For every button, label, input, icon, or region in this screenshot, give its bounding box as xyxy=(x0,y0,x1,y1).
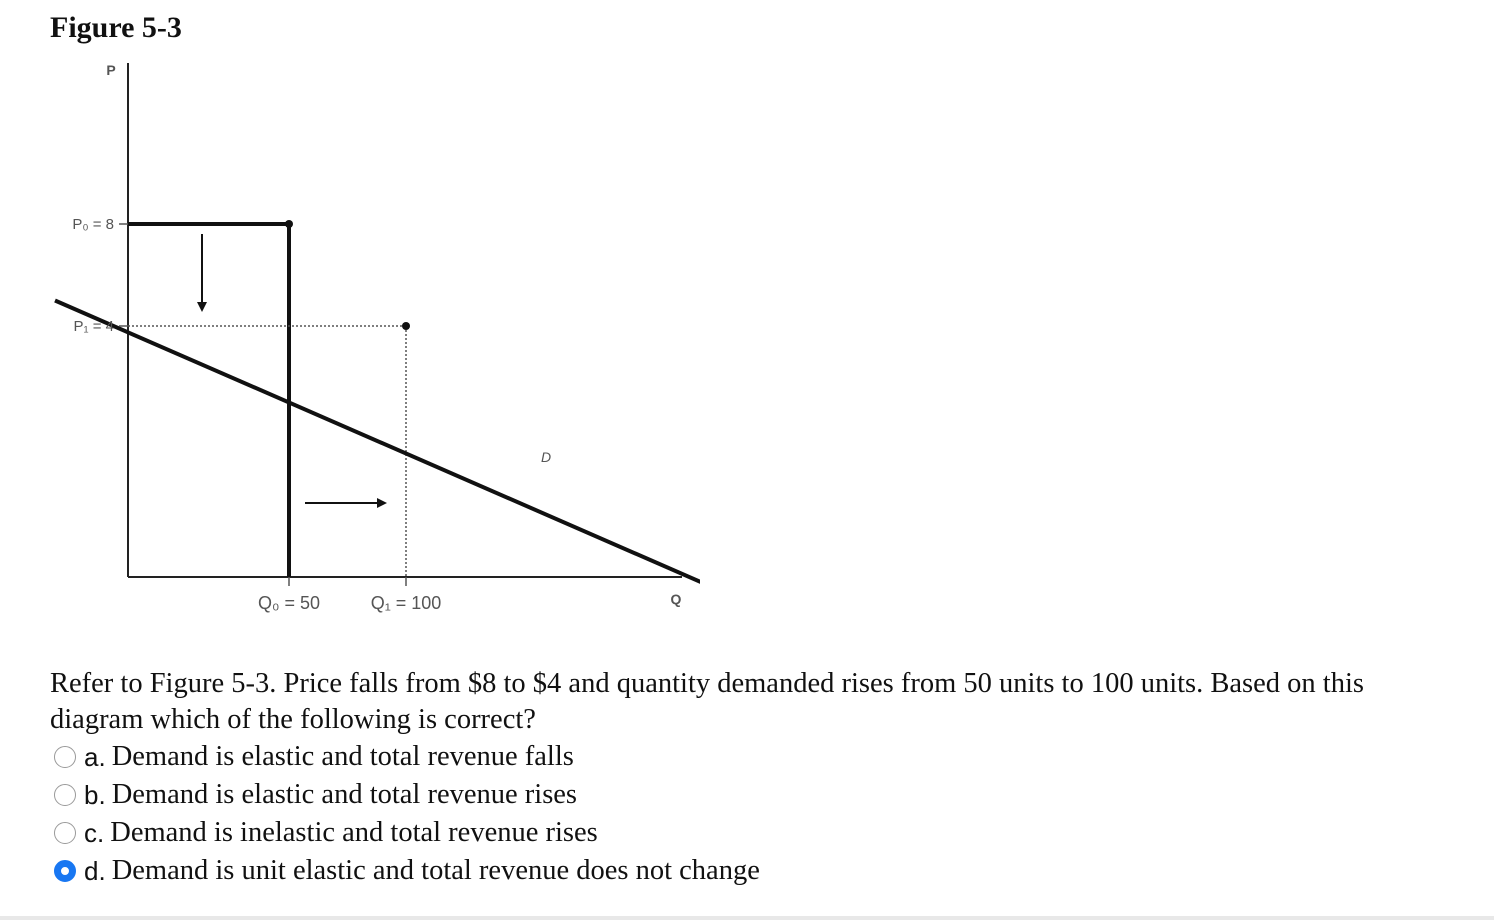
option-b[interactable] xyxy=(54,776,760,814)
demand-chart xyxy=(0,0,700,640)
y-tick-label-p0: P₀ = 8 xyxy=(72,216,114,233)
demand-curve-label: D xyxy=(540,449,552,465)
radio-button-d[interactable] xyxy=(54,860,76,882)
radio-button-c[interactable] xyxy=(54,822,76,844)
option-letter: b. xyxy=(84,779,106,810)
option-letter: d. xyxy=(84,855,106,886)
point-p0-q0 xyxy=(285,220,293,228)
option-d[interactable] xyxy=(54,852,760,890)
x-tick-label-q1: Q₁ = 100 xyxy=(370,593,442,613)
option-letter: c. xyxy=(84,817,105,848)
y-tick-label-p1: P₁ = 4 xyxy=(73,318,114,335)
x-axis-label: Q xyxy=(670,591,682,607)
option-c[interactable] xyxy=(54,814,760,852)
radio-button-a[interactable] xyxy=(54,746,76,768)
question-text: Refer to Figure 5-3. Price falls from $8 to $4 and quantity demanded rises from 50 units to 100 units. Based on this diagram which of the following is correct? xyxy=(50,668,1364,735)
bottom-divider xyxy=(0,916,1494,920)
radio-button-b[interactable] xyxy=(54,784,76,806)
option-label: Demand is inelastic and total revenue rises xyxy=(110,817,598,848)
figure-title: Figure 5-3 xyxy=(50,11,182,44)
option-label: Demand is elastic and total revenue rises xyxy=(111,779,578,810)
option-label: Demand is elastic and total revenue falls xyxy=(111,741,574,772)
demand-curve xyxy=(55,301,700,641)
y-axis-label: P xyxy=(106,62,116,78)
x-tick-label-q0: Q₀ = 50 xyxy=(257,593,321,613)
option-label: Demand is unit elastic and total revenue does not change xyxy=(111,855,760,886)
point-p1-q1 xyxy=(402,322,410,330)
option-a[interactable] xyxy=(54,738,760,776)
answer-options xyxy=(54,738,760,890)
option-letter: a. xyxy=(84,741,106,772)
